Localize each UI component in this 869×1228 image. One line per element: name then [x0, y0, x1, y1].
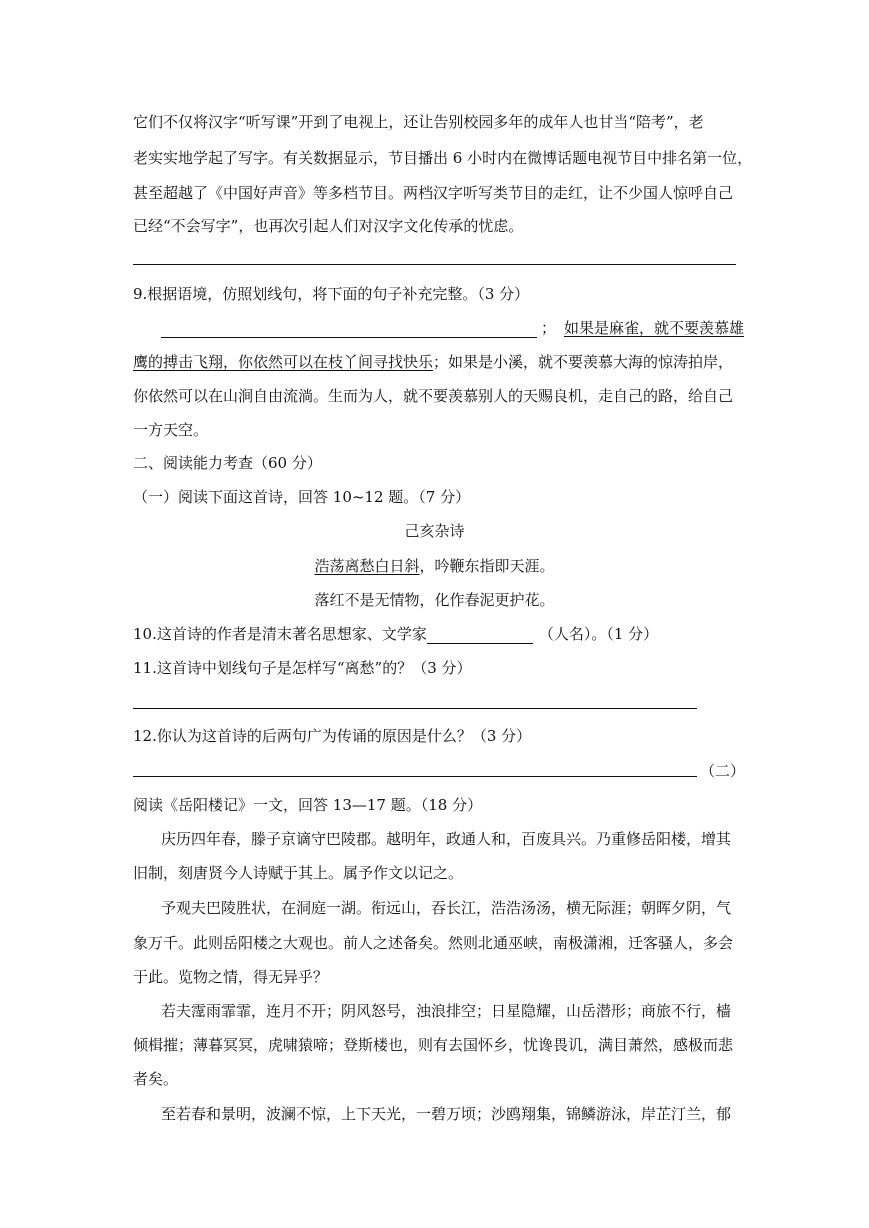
question-11: 11.这首诗中划线句子是怎样写“离愁”的？（3 分） — [133, 659, 472, 677]
intro-line: 它们不仅将汉字“听写课”开到了电视上，还让告别校园多年的成年人也甘当“陪考”，老 — [133, 113, 704, 131]
essay-line: 予观夫巴陵胜状，在洞庭一湖。衔远山，吞长江，浩浩汤汤，横无际涯；朝晖夕阴，气 — [161, 899, 732, 917]
essay-line: 庆历四年春，滕子京谪守巴陵郡。越明年，政通人和，百废具兴。乃重修岳阳楼，增其 — [161, 830, 732, 848]
intro-line: 甚至超越了《中国好声音》等多档节目。两档汉字听写类节目的走红，让不少国人惊呼自己 — [133, 184, 734, 202]
answer-line[interactable] — [133, 708, 697, 709]
poem-line-1 — [0, 556, 869, 576]
intro-line: 已经“不会写字”，也再次引起人们对汉字文化传承的忧虑。 — [133, 217, 524, 235]
essay-line: 倾楫摧；薄暮冥冥，虎啸猿啼；登斯楼也，则有去国怀乡，忧谗畏讥，满目萧然，感极而悲 — [133, 1036, 734, 1054]
poem-title: 己亥杂诗 — [404, 522, 465, 540]
question-9-line-3: 你依然可以在山涧自由流淌。生而为人，就不要羡慕别人的天赐良机，走自己的路，给自己 — [133, 387, 734, 405]
question-9-line-1 — [161, 318, 744, 338]
question-9-line-2 — [133, 352, 733, 372]
semicolon: ； — [541, 319, 557, 337]
essay-line: 于此。览物之情，得无异乎？ — [133, 968, 329, 986]
underlined-sentence: 如果是麻雀，就不要羡慕雄 — [564, 319, 745, 337]
answer-blank[interactable] — [427, 627, 533, 644]
section-2-title: 二、阅读能力考查（60 分） — [133, 454, 322, 472]
intro-line: 老实实地学起了写字。有关数据显示，节目播出 6 小时内在微博话题电视节目中排名第一位， — [133, 149, 753, 167]
essay-line: 至若春和景明，波澜不惊，上下天光，一碧万顷；沙鸥翔集，锦鳞游泳，岸芷汀兰，郁 — [161, 1105, 732, 1123]
underlined-sentence: 鹰的搏击飞翔，你依然可以在枝丫间寻找快乐 — [133, 353, 434, 371]
answer-line[interactable] — [133, 264, 736, 265]
question-10 — [133, 624, 658, 644]
essay-line: 若夫霪雨霏霏，连月不开；阴风怒号，浊浪排空；日星隐耀，山岳潜形；商旅不行，樯 — [161, 1002, 732, 1020]
essay-line: 象万千。此则岳阳楼之大观也。前人之述备矣。然则北通巫峡，南极潇湘，迁客骚人，多会 — [133, 934, 734, 952]
question-10-prefix: 10.这首诗的作者是清末著名思想家、文学家 — [133, 625, 427, 643]
essay-line: 者矣。 — [133, 1070, 179, 1088]
question-10-suffix: （人名）。（1 分） — [538, 625, 659, 643]
section-2-part-1: （一）阅读下面这首诗，回答 10~12 题。（7 分） — [133, 488, 471, 506]
answer-blank[interactable] — [161, 321, 537, 338]
essay-line: 旧制，刻唐贤今人诗赋于其上。属予作文以记之。 — [133, 864, 464, 882]
poem-line-2: 落红不是无情物，化作春泥更护花。 — [314, 591, 555, 609]
question-12: 12.你认为这首诗的后两句广为传诵的原因是什么？（3 分） — [133, 727, 532, 745]
poem-line-rest: ，吟鞭东指即天涯。 — [419, 557, 555, 575]
part-2-number: （二） — [700, 762, 746, 780]
sentence-text: ；如果是小溪，就不要羡慕大海的惊涛拍岸， — [433, 353, 734, 371]
question-9-line-4: 一方天空。 — [133, 421, 209, 439]
part-2-title: 阅读《岳阳楼记》一文，回答 13—17 题。（18 分） — [133, 796, 483, 814]
answer-line[interactable] — [133, 776, 697, 777]
underlined-poem-line: 浩荡离愁白日斜 — [314, 557, 420, 575]
question-9-title: 9.根据语境，仿照划线句，将下面的句子补充完整。（3 分） — [133, 285, 530, 303]
